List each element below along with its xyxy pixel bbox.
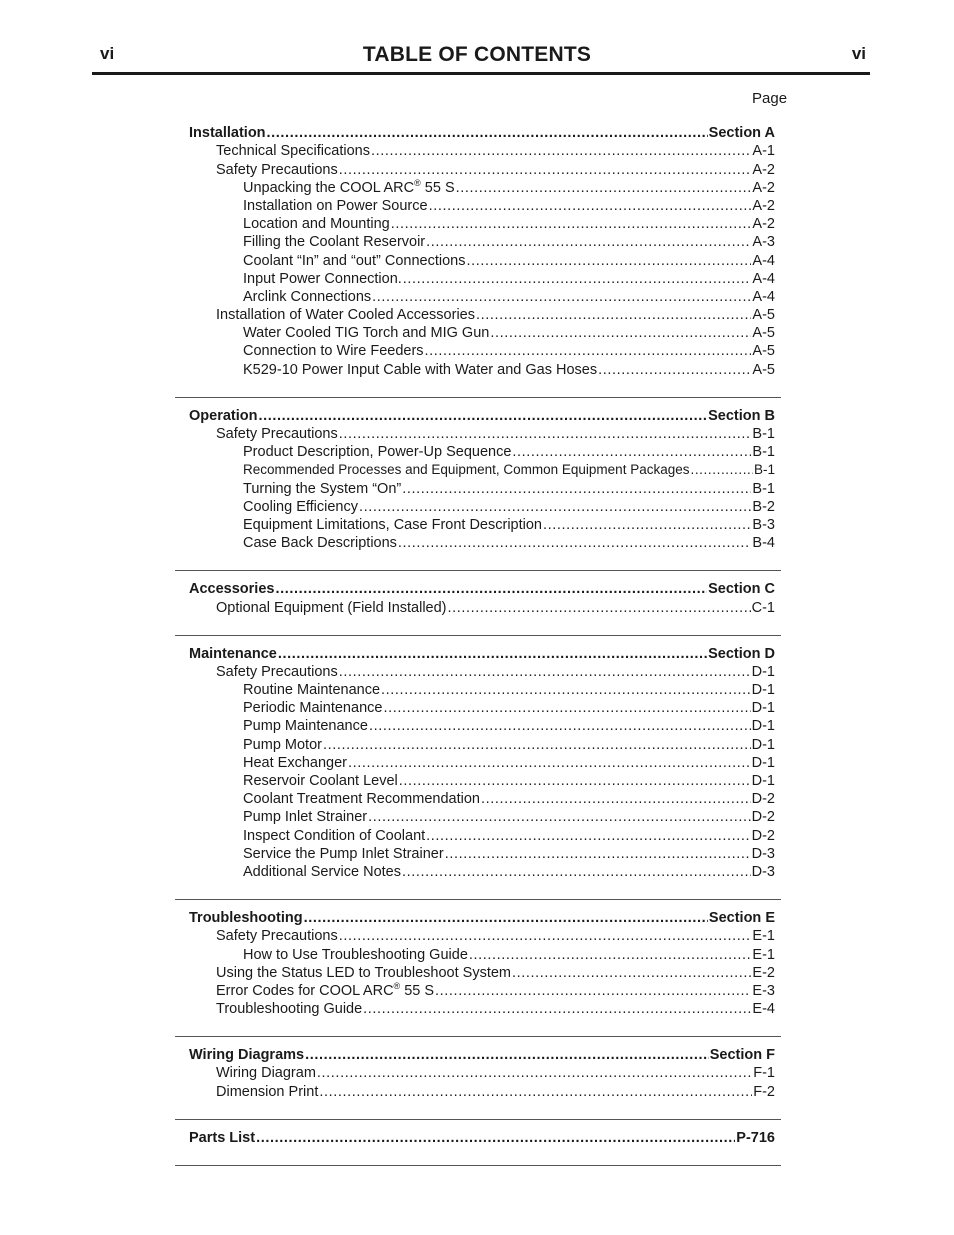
- toc-entry[interactable]: [175, 1000, 781, 1018]
- toc-entry-label: Troubleshooting Guide: [216, 1001, 363, 1018]
- toc-entry-label: Location and Mounting: [243, 216, 390, 233]
- toc-entry-page: F-1: [753, 1065, 775, 1082]
- toc-entry-label: Operation: [189, 407, 258, 424]
- toc-entry[interactable]: [175, 425, 781, 443]
- dot-leader: [368, 808, 751, 826]
- dot-leader: [445, 845, 751, 863]
- toc-section-heading[interactable]: [175, 1046, 781, 1064]
- toc-entry-page: Section B: [708, 407, 775, 424]
- toc-entry-label: Heat Exchanger: [243, 754, 347, 771]
- dot-leader: [476, 306, 751, 324]
- dot-leader: [398, 534, 752, 552]
- toc-entry-label: Troubleshooting: [189, 910, 303, 927]
- dot-leader: [426, 233, 751, 251]
- toc-entry-label: Connection to Wire Feeders: [243, 343, 424, 360]
- toc-entry-page: A-5: [752, 325, 775, 342]
- dot-leader: [339, 663, 751, 681]
- toc-entry[interactable]: [175, 160, 781, 178]
- toc-entry-page: A-5: [752, 361, 775, 378]
- toc-entry-label: Parts List: [189, 1129, 256, 1146]
- dot-leader: [690, 461, 753, 479]
- dot-leader: [391, 215, 752, 233]
- toc-section: [175, 407, 781, 572]
- registered-mark: ®: [393, 981, 401, 992]
- dot-leader: [490, 324, 751, 342]
- toc-entry[interactable]: [175, 1082, 781, 1100]
- toc-entry[interactable]: [175, 863, 781, 881]
- toc-section-heading[interactable]: [175, 580, 781, 598]
- toc-entry-page: D-3: [751, 863, 775, 880]
- toc-entry-label: Arclink Connections: [243, 288, 372, 305]
- dot-leader: [429, 197, 752, 215]
- toc-entry[interactable]: [175, 270, 781, 288]
- toc-entry-page: D-2: [751, 791, 775, 808]
- toc-entry[interactable]: [175, 534, 781, 552]
- toc-entry-label: Cooling Efficiency: [243, 498, 358, 515]
- toc-entry-page: A-4: [752, 252, 775, 269]
- toc-entry-page: E-1: [752, 928, 775, 945]
- dot-leader: [481, 790, 751, 808]
- toc-entry[interactable]: [175, 342, 781, 360]
- toc-entry[interactable]: [175, 215, 781, 233]
- toc-entry-label: Maintenance: [189, 645, 277, 662]
- header-rule: [92, 72, 870, 75]
- toc-section: [175, 124, 781, 398]
- toc-entry-page: D-1: [751, 754, 775, 771]
- toc-entry-label: Pump Inlet Strainer: [243, 809, 368, 826]
- toc-entry[interactable]: [175, 598, 781, 616]
- toc-section-heading[interactable]: [175, 407, 781, 425]
- toc-section: [175, 580, 781, 635]
- toc-entry[interactable]: [175, 324, 781, 342]
- toc-entry-page: B-1: [752, 444, 775, 461]
- toc-entry-label: Reservoir Coolant Level: [243, 773, 398, 789]
- dot-leader: [348, 754, 751, 772]
- dot-leader: [372, 288, 751, 306]
- toc-section: [175, 645, 781, 900]
- toc-entry-page: B-1: [753, 462, 775, 478]
- dot-leader: [598, 361, 751, 379]
- toc-entry-page: F-2: [753, 1083, 775, 1100]
- dot-leader: [469, 946, 752, 964]
- dot-leader: [381, 681, 751, 699]
- toc-entry[interactable]: [175, 142, 781, 160]
- dot-leader: [543, 516, 751, 534]
- table-of-contents: [175, 124, 781, 1175]
- toc-entry-page: B-4: [752, 535, 775, 552]
- toc-entry-label: Inspect Condition of Coolant: [243, 827, 426, 844]
- toc-entry-page: D-1: [751, 682, 775, 699]
- toc-entry[interactable]: [175, 717, 781, 735]
- toc-entry-label: Pump Motor: [243, 736, 322, 753]
- toc-entry-page: A-5: [752, 307, 775, 324]
- toc-entry-page: E-4: [752, 1001, 775, 1018]
- dot-leader: [363, 1000, 751, 1018]
- dot-leader: [319, 1083, 752, 1101]
- toc-entry[interactable]: [175, 681, 781, 699]
- toc-entry[interactable]: [175, 179, 781, 197]
- toc-entry-page: C-1: [751, 599, 775, 616]
- toc-entry[interactable]: [175, 754, 781, 772]
- toc-entry-label: Case Back Descriptions: [243, 535, 397, 552]
- toc-entry-label: Filling the Coolant Reservoir: [243, 234, 426, 251]
- toc-entry[interactable]: [175, 479, 781, 497]
- toc-entry[interactable]: [175, 790, 781, 808]
- toc-entry-label: Coolant “In” and “out” Connections: [243, 252, 466, 269]
- toc-section: [175, 1046, 781, 1120]
- toc-section-heading[interactable]: [175, 124, 781, 142]
- dot-leader: [317, 1064, 752, 1082]
- toc-section-heading[interactable]: [175, 645, 781, 663]
- toc-entry-label: Safety Precautions: [216, 426, 338, 442]
- dot-leader: [339, 425, 752, 443]
- dot-leader: [267, 124, 708, 142]
- toc-entry[interactable]: [175, 443, 781, 461]
- toc-entry-page: A-1: [752, 143, 775, 160]
- toc-entry-page: A-5: [752, 343, 775, 360]
- toc-entry-page: E-2: [752, 964, 775, 981]
- dot-leader: [402, 863, 751, 881]
- toc-entry[interactable]: [175, 233, 781, 251]
- toc-entry-label: Error Codes for COOL ARC® 55 S: [216, 981, 435, 999]
- toc-entry[interactable]: [175, 699, 781, 717]
- toc-section-heading[interactable]: [175, 1129, 781, 1147]
- toc-entry-label: Service the Pump Inlet Strainer: [243, 845, 444, 862]
- toc-entry-page: D-1: [751, 718, 775, 735]
- toc-entry-page: D-2: [751, 827, 775, 844]
- toc-entry-label: Dimension Print: [216, 1083, 319, 1100]
- toc-entry[interactable]: [175, 982, 781, 1000]
- toc-entry-label: Input Power Connection.: [243, 270, 402, 287]
- toc-entry-label: Periodic Maintenance: [243, 700, 383, 717]
- dot-leader: [383, 699, 750, 717]
- toc-entry-page: D-1: [751, 736, 775, 753]
- dot-leader: [466, 252, 751, 270]
- toc-entry-label: Using the Status LED to Troubleshoot System: [216, 964, 511, 981]
- toc-entry-label: Technical Specifications: [216, 143, 370, 160]
- toc-entry-label: Optional Equipment (Field Installed): [216, 599, 447, 616]
- toc-entry[interactable]: [175, 735, 781, 753]
- toc-entry-page: P-716: [736, 1129, 775, 1146]
- dot-leader: [425, 342, 752, 360]
- dot-leader: [256, 1129, 735, 1147]
- page-number-right: vi: [851, 44, 866, 63]
- registered-mark: ®: [414, 177, 421, 188]
- toc-entry-label: Unpacking the COOL ARC® 55 S: [243, 177, 455, 196]
- toc-entry-label: How to Use Troubleshooting Guide: [243, 946, 468, 963]
- toc-entry-page: A-3: [752, 234, 775, 251]
- toc-section-heading[interactable]: [175, 909, 781, 927]
- toc-entry-label: Wiring Diagrams: [189, 1047, 305, 1064]
- toc-entry-label: Coolant Treatment Recommendation: [243, 791, 480, 808]
- toc-entry-page: A-4: [752, 288, 775, 305]
- toc-entry-label: Safety Precautions: [216, 663, 338, 680]
- toc-entry-label: Accessories: [189, 581, 275, 598]
- toc-entry-page: A-2: [752, 161, 775, 178]
- toc-entry-label: Installation on Power Source: [243, 197, 428, 214]
- dot-leader: [399, 772, 751, 790]
- toc-entry[interactable]: [175, 498, 781, 516]
- toc-entry[interactable]: [175, 461, 781, 479]
- toc-entry-label: Wiring Diagram: [216, 1065, 316, 1082]
- dot-leader: [278, 645, 707, 663]
- toc-entry[interactable]: [175, 845, 781, 863]
- toc-entry-page: Section D: [708, 645, 775, 662]
- dot-leader: [369, 717, 751, 735]
- toc-entry-page: A-2: [752, 179, 775, 196]
- dot-leader: [258, 407, 707, 425]
- toc-entry-page: D-1: [751, 700, 775, 717]
- toc-entry-page: E-3: [752, 982, 775, 999]
- toc-entry[interactable]: [175, 251, 781, 269]
- page-number-left: vi: [100, 44, 115, 63]
- toc-entry-label: Pump Maintenance: [243, 718, 368, 735]
- dot-leader: [403, 270, 752, 288]
- toc-entry-page: B-2: [752, 498, 775, 515]
- dot-leader: [371, 142, 751, 160]
- dot-leader: [456, 179, 752, 197]
- toc-entry[interactable]: [175, 516, 781, 534]
- toc-entry[interactable]: [175, 772, 781, 790]
- dot-leader: [448, 599, 751, 617]
- toc-entry[interactable]: [175, 1064, 781, 1082]
- toc-entry-label: Additional Service Notes: [243, 863, 401, 880]
- toc-entry-page: B-3: [752, 516, 775, 533]
- dot-leader: [339, 927, 752, 945]
- dot-leader: [402, 480, 751, 498]
- toc-entry-label: Installation: [189, 125, 266, 142]
- toc-entry-page: Section F: [709, 1047, 775, 1064]
- toc-entry-label: Routine Maintenance: [243, 682, 381, 699]
- toc-entry[interactable]: [175, 826, 781, 844]
- dot-leader: [512, 443, 751, 461]
- toc-entry-page: A-2: [752, 216, 775, 233]
- toc-entry-page: Section A: [708, 125, 775, 142]
- toc-entry-page: D-1: [751, 773, 775, 789]
- page-title: TABLE OF CONTENTS: [362, 43, 592, 66]
- toc-entry-label: Product Description, Power-Up Sequence: [243, 444, 512, 461]
- dot-leader: [275, 580, 707, 598]
- toc-entry-page: Section C: [708, 581, 775, 598]
- page-column-label: Page: [752, 90, 788, 107]
- toc-entry[interactable]: [175, 808, 781, 826]
- toc-entry-label: Safety Precautions: [216, 928, 338, 945]
- toc-entry[interactable]: [175, 288, 781, 306]
- toc-entry-page: D-2: [751, 809, 775, 826]
- toc-entry-label: K529-10 Power Input Cable with Water and Gas Hoses: [243, 361, 598, 378]
- toc-entry-label: Turning the System “On”: [243, 480, 402, 497]
- toc-entry[interactable]: [175, 306, 781, 324]
- toc-entry-label: Water Cooled TIG Torch and MIG Gun: [243, 325, 490, 342]
- dot-leader: [435, 982, 751, 1000]
- toc-entry-page: E-1: [752, 946, 775, 963]
- toc-entry[interactable]: [175, 360, 781, 378]
- toc-section: [175, 1129, 781, 1166]
- toc-entry[interactable]: [175, 927, 781, 945]
- toc-entry-label: Equipment Limitations, Case Front Description: [243, 516, 542, 533]
- dot-leader: [426, 827, 750, 845]
- toc-entry-page: A-4: [752, 270, 775, 287]
- toc-entry-page: B-1: [752, 480, 775, 497]
- toc-entry-label: Recommended Processes and Equipment, Common Equipment Packages: [243, 462, 690, 478]
- toc-entry-label: Safety Precautions: [216, 161, 338, 178]
- dot-leader: [304, 909, 708, 927]
- toc-entry-page: A-2: [752, 197, 775, 214]
- toc-section: [175, 909, 781, 1037]
- toc-entry-page: D-3: [751, 845, 775, 862]
- toc-entry-page: D-1: [751, 663, 775, 680]
- dot-leader: [339, 161, 752, 179]
- toc-entry[interactable]: [175, 663, 781, 681]
- dot-leader: [512, 964, 751, 982]
- toc-entry-page: Section E: [708, 910, 775, 927]
- toc-entry[interactable]: [175, 964, 781, 982]
- toc-entry-label: Installation of Water Cooled Accessories: [216, 307, 475, 324]
- toc-entry[interactable]: [175, 197, 781, 215]
- toc-entry[interactable]: [175, 945, 781, 963]
- dot-leader: [359, 498, 751, 516]
- dot-leader: [305, 1046, 709, 1064]
- toc-entry-page: B-1: [752, 426, 775, 442]
- dot-leader: [323, 736, 751, 754]
